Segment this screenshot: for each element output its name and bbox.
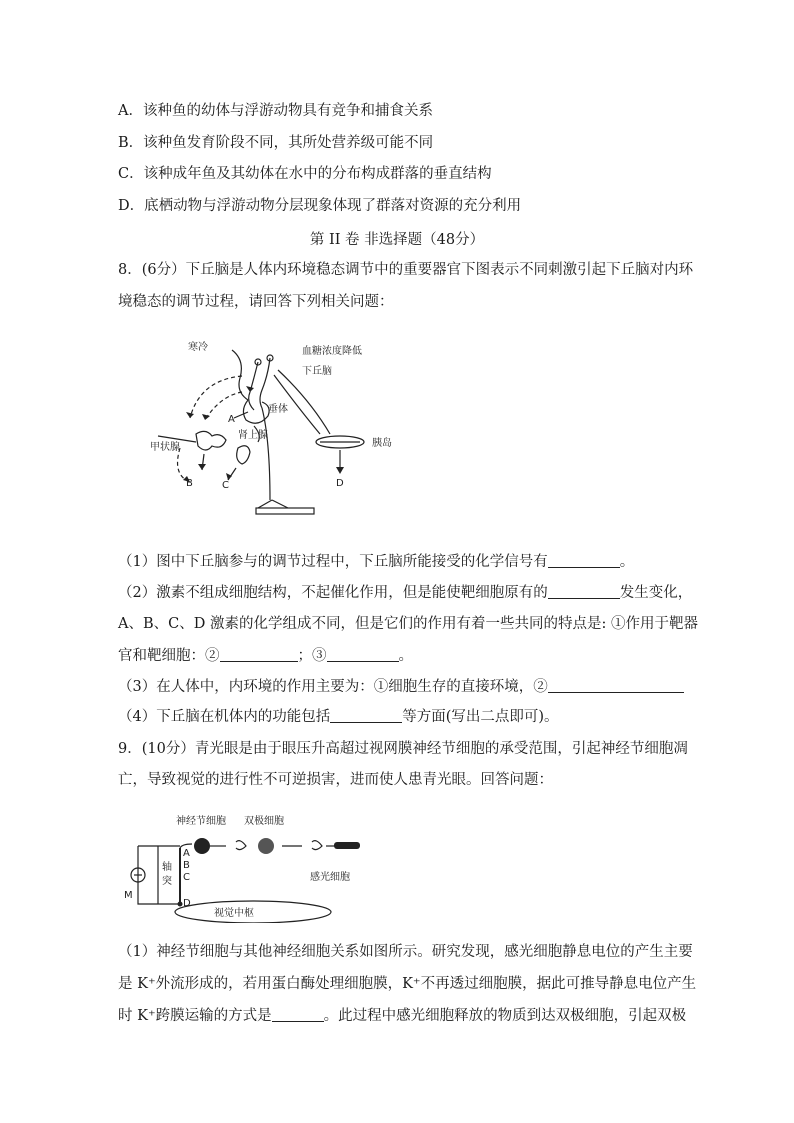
label-glucose-drop: 血糖浓度降低 <box>302 346 362 357</box>
label-cold: 寒冷 <box>188 342 208 353</box>
label-c: C <box>222 480 229 491</box>
q8-part-2b: A、B、C、D 激素的化学组成不同，但是它们的作用有着一些共同的特点是: ①作用于靶器 <box>118 616 698 632</box>
label-ganglion-cell: 神经节细胞 <box>176 816 226 827</box>
q8-part-2c: 官和靶细胞：② ；③ 。 <box>118 648 413 664</box>
q9-retina-diagram <box>118 808 368 923</box>
q9-part-1a: （1）神经节细胞与其他神经细胞关系如图所示。研究发现，感光细胞静息电位的产生主要 <box>118 944 693 960</box>
label-b: B <box>183 860 190 871</box>
label-a: A <box>228 414 235 425</box>
q8-part-4: （4）下丘脑在机体内的功能包括 等方面(写出二点即可)。 <box>118 709 559 725</box>
q8-part-3: （3）在人体中，内环境的作用主要为：①细胞生存的直接环境，② <box>118 677 684 697</box>
answer-blank[interactable] <box>327 647 399 662</box>
label-d: D <box>336 478 344 489</box>
label-visual-center: 视觉中枢 <box>214 908 254 919</box>
q7-option-a: A．该种鱼的幼体与浮游动物具有竞争和捕食关系 <box>118 103 433 119</box>
label-thyroid: 甲状腺 <box>150 442 180 453</box>
label-axon-1: 轴 <box>162 862 172 873</box>
q8-stem-line-1: 8．(6分）下丘脑是人体内环境稳态调节中的重要器官下图表示不同刺激引起下丘脑对内环 <box>118 262 694 278</box>
section-title: 第 II 卷 非选择题（48分） <box>309 232 485 248</box>
q9-stem-line-2: 亡，导致视觉的进行性不可逆损害，进而使人患青光眼。回答问题： <box>118 772 553 788</box>
q8-hypothalamus-diagram <box>150 330 410 525</box>
q7-option-c: C．该种成年鱼及其幼体在水中的分布构成群落的垂直结构 <box>118 166 492 182</box>
label-d: D <box>183 898 191 909</box>
answer-blank[interactable] <box>548 678 684 693</box>
answer-blank[interactable] <box>548 553 620 568</box>
q9-part-1c: 时 K⁺跨膜运输的方式是 。此过程中感光细胞释放的物质到达双极细胞，引起双极 <box>118 1008 687 1024</box>
q7-option-b: B．该种鱼发育阶段不同，其所处营养级可能不同 <box>118 135 434 151</box>
label-c: C <box>183 872 190 883</box>
label-bipolar-cell: 双极细胞 <box>244 816 284 827</box>
label-b: B <box>186 478 193 489</box>
label-m: M <box>124 890 133 901</box>
label-axon-2: 突 <box>162 876 172 887</box>
q9-stem-line-1: 9．(10分）青光眼是由于眼压升高超过视网膜神经节细胞的承受范围，引起神经节细胞凋 <box>118 741 688 757</box>
q8-part-1: （1）图中下丘脑参与的调节过程中，下丘脑所能接受的化学信号有 。 <box>118 554 635 570</box>
answer-blank[interactable] <box>220 647 298 662</box>
label-a: A <box>183 848 190 859</box>
q8-part-2a: （2）激素不组成细胞结构，不起催化作用，但是能使靶细胞原有的 发生变化， <box>118 585 693 601</box>
q7-option-d: D．底栖动物与浮游动物分层现象体现了群落对资源的充分利用 <box>118 198 522 214</box>
label-islet: 胰岛 <box>372 438 392 449</box>
label-photoreceptor: 感光细胞 <box>310 872 350 883</box>
answer-blank[interactable] <box>330 708 402 723</box>
answer-blank[interactable] <box>272 1007 324 1022</box>
label-hypothalamus: 下丘脑 <box>302 366 332 377</box>
label-adrenal: 肾上腺 <box>238 430 268 441</box>
q8-stem-line-2: 境稳态的调节过程，请回答下列相关问题： <box>118 294 394 310</box>
q9-part-1b: 是 K⁺外流形成的，若用蛋白酶处理细胞膜，K⁺不再透过细胞膜，据此可推导静息电位产生 <box>118 976 697 992</box>
answer-blank[interactable] <box>548 584 620 599</box>
label-pituitary: 垂体 <box>268 404 288 415</box>
